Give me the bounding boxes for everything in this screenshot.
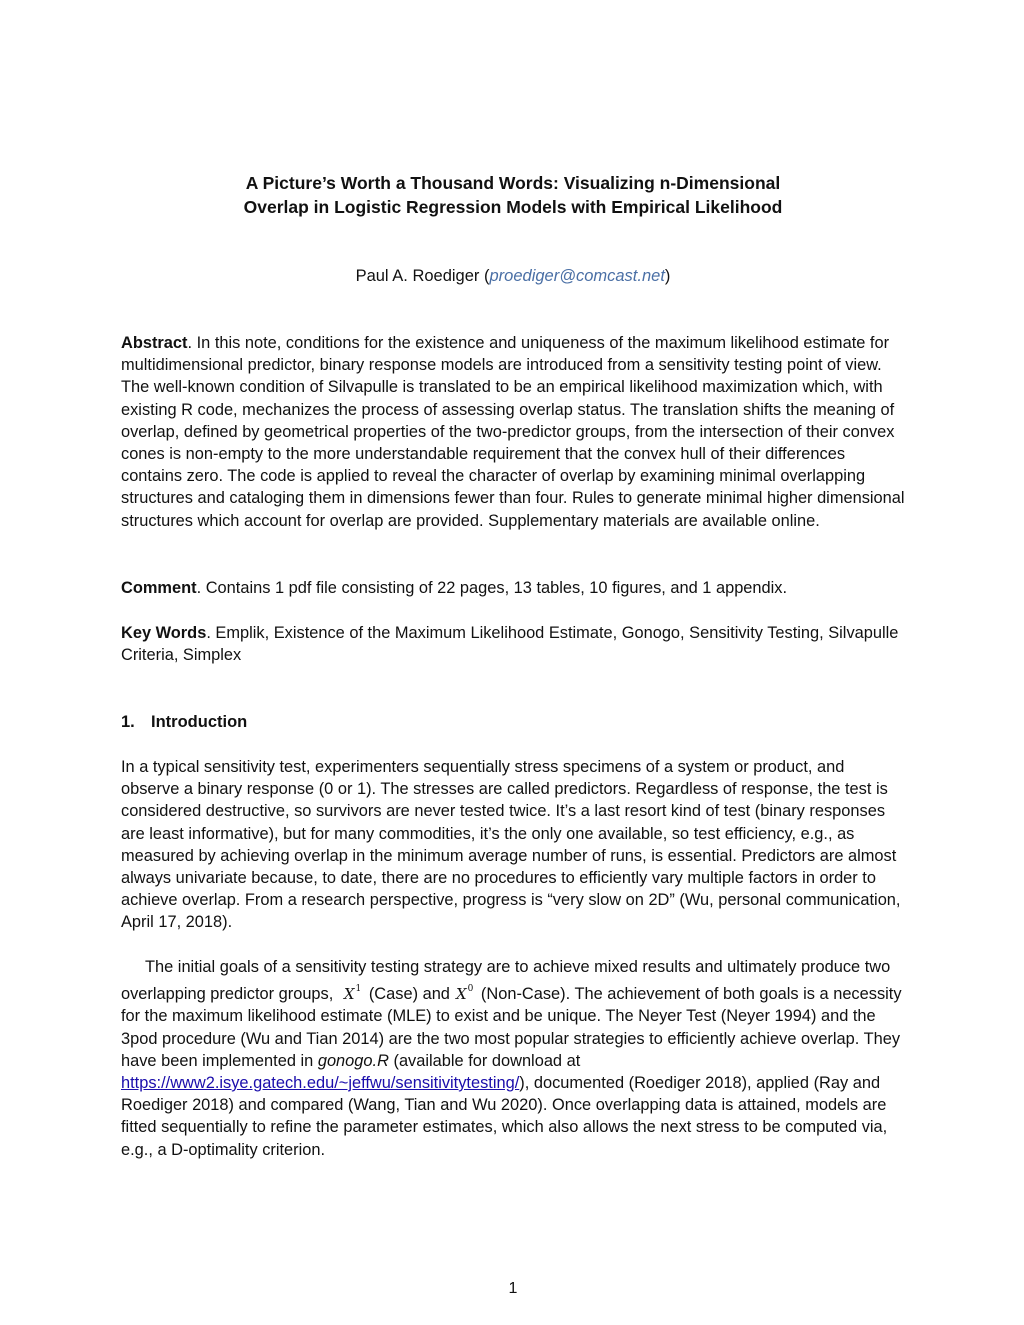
intro-paragraph-2	[121, 956, 905, 1161]
title-line-2: Overlap in Logistic Regression Models with Empirical Likelihood	[243, 197, 783, 217]
keywords-label: Key Words	[121, 624, 207, 642]
comment-paragraph	[121, 577, 905, 599]
math-x1	[344, 985, 361, 1003]
author-close-paren: )	[664, 267, 671, 285]
x1-symbol: X	[343, 985, 355, 1004]
comment-text: . Contains 1 pdf file consisting of 22 pages, 13 tables, 10 figures, and 1 appendix.	[196, 579, 788, 597]
intro-p2-part-e: ), documented (Roediger 2018), applied (Ray and Roediger 2018) and compared (Wang, Tian and Wu 2020). Once overlapping data is attained, models are fitted sequentially to refine the parameter estimates, which also allows the next stress to be computed via, e.g., a D-optimality criterion.	[121, 1074, 888, 1159]
paper-page	[121, 0, 905, 1325]
x0-superscript: 0	[467, 984, 474, 995]
author-email-link[interactable]: proediger@comcast.net	[489, 267, 665, 285]
keywords-paragraph	[121, 622, 905, 666]
abstract-label: Abstract	[121, 334, 188, 352]
keywords-text: . Emplik, Existence of the Maximum Likelihood Estimate, Gonogo, Sensitivity Testing, Silvapulle Criteria, Simplex	[121, 624, 899, 665]
section-heading-introduction	[121, 711, 247, 733]
download-url-link[interactable]: https://www2.isye.gatech.edu/~jeffwu/sensitivitytesting/	[121, 1074, 520, 1093]
abstract-text: . In this note, conditions for the existence and uniqueness of the maximum likelihood estimate for multidimensional predictor, binary response models are introduced from a sensitivity testing point of view. The well-known condition of Silvapulle is translated to be an empirical likelihood maximization which, with existing R code, mechanizes the process of assessing overlap status. The translation shifts the meaning of overlap, defined by geometrical properties of the two-predictor groups, from the intersection of their convex cones is non-empty to the more understandable requirement that the convex hull of their differences contains zero. The code is applied to reveal the character of overlap by examining minimal overlapping structures and cataloging them in dimensions fewer than four. Rules to generate minimal higher dimensional structures which account for overlap are provided. Supplementary materials are available online.	[121, 334, 905, 530]
author-name: Paul A. Roediger (	[355, 267, 490, 285]
intro-p2-part-b: (Case) and	[368, 985, 450, 1004]
title-line-1: A Picture’s Worth a Thousand Words: Visualizing n-Dimensional	[245, 173, 781, 193]
math-x0	[456, 985, 473, 1003]
x1-superscript: 1	[355, 984, 362, 995]
section-title: Introduction	[151, 713, 248, 731]
comment-label: Comment	[121, 579, 197, 597]
x0-symbol: X	[455, 985, 467, 1004]
intro-p2-part-c: (Non-Case). The achievement of both goals is a necessity for the maximum likelihood estimate (MLE) to exist and be unique. The Neyer Test (Neyer 1994) and the 3pod procedure (Wu and Tian 2014) are the two most popular strategies to efficiently achieve overlap. They have been implemented in	[121, 985, 902, 1070]
intro-paragraph-1: In a typical sensitivity test, experimenters sequentially stress specimens of a system or product, and observe a binary response (0 or 1). The stresses are called predictors. Regardless of response, the test is considered destructive, so survivors are never tested twice. It’s a last resort kind of test (binary responses are least informative), but for many commodities, it’s the only one available, so test efficiency, e.g., as measured by achieving overlap in the minimum average number of runs, is essential. Predictors are almost always univariate because, to date, there are no procedures to efficiently vary multiple factors in order to achieve overlap. From a research perspective, progress is “very slow on 2D” (Wu, personal communication, April 17, 2018).	[121, 758, 901, 932]
intro-p2-part-a: The initial goals of a sensitivity testing strategy are to achieve mixed results and ultimately produce two overlapping predictor groups,	[121, 958, 891, 1004]
gonogo-filename: gonogo.R	[317, 1051, 389, 1070]
author-line	[121, 265, 905, 287]
section-number: 1.	[121, 713, 135, 731]
abstract-paragraph	[121, 332, 905, 532]
page-number: 1	[508, 1280, 518, 1297]
paper-title	[121, 171, 905, 219]
intro-p2-part-d: (available for download at	[393, 1051, 581, 1070]
